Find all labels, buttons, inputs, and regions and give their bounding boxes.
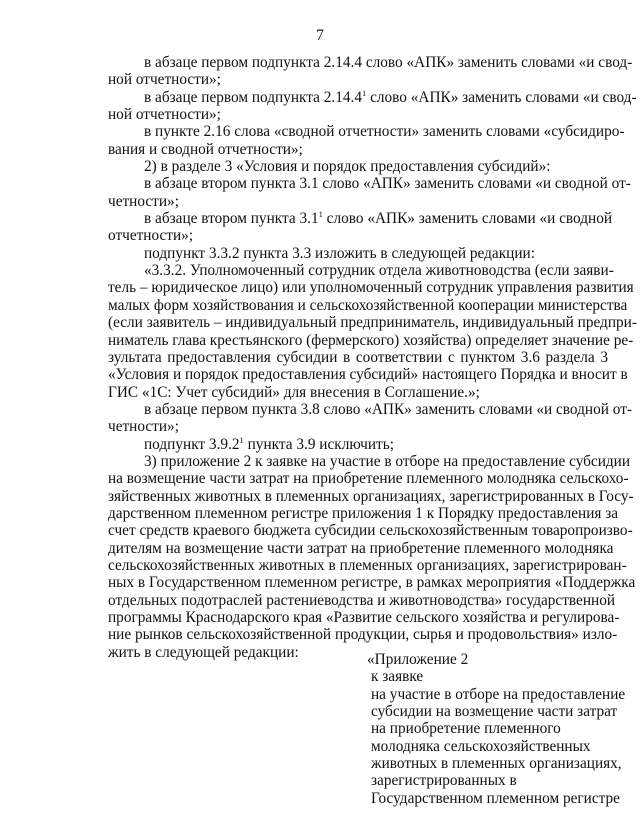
text-line-content: на возмещение части затрат на приобретение племенного молодняка сельскохо- (108, 470, 629, 488)
text-line (108, 436, 608, 453)
text-line (108, 123, 625, 141)
text-line (108, 54, 633, 71)
text-line (108, 175, 631, 193)
text-line-content: жить в следующей редакции: (108, 643, 299, 661)
superscript: 1 (362, 87, 367, 98)
text-line-content: в абзаце первом подпункта 2.14.4 (144, 88, 363, 106)
text-line-content: зяйственных животных в племенных организациях, зарегистрированных в Госу- (108, 487, 634, 505)
text-line (108, 556, 627, 574)
appendix-line: Государственном племенном регистре (371, 789, 620, 807)
text-line-content: подпункт 3.3.2 пункта 3.3 изложить в следующей редакции: (144, 244, 535, 262)
text-line (108, 400, 632, 418)
appendix-line: к заявке (371, 668, 424, 686)
text-line (108, 193, 608, 210)
text-line-content: 3) приложение 2 к заявке на участие в отборе на предоставление субсидии (144, 452, 631, 470)
text-line (108, 245, 608, 262)
text-line-content: в абзаце втором пункта 3.1 слово «АПК» заменить словами «и сводной от- (144, 175, 631, 193)
text-line-content: (если заявитель – индивидуальный предприниматель, индивидуальный предпри- (108, 314, 637, 332)
text-line (108, 349, 608, 366)
text-line (108, 504, 619, 522)
text-line-content: отдельных подотраслей растениеводства и животноводства» государственной (108, 591, 616, 609)
text-line-content: дителям на возмещение части затрат на приобретение племенного молодняка (108, 539, 614, 557)
text-line-content: счет средств краевого бюджета субсидии сельскохозяйственным товаропроизво- (108, 522, 633, 540)
text-line-content: ниматель глава крестьянского (фермерского) хозяйства) определяет значение ре- (108, 331, 634, 349)
text-line-content: программы Краснодарского края «Развитие сельского хозяйства и регулирова- (108, 609, 620, 626)
text-line-content: 2) в разделе 3 «Условия и порядок предоставления субсидий»: (144, 158, 551, 176)
text-line (108, 539, 614, 557)
text-line-content: ние рынков сельскохозяйственной продукции, сырья и продовольствия» изло- (108, 626, 618, 644)
text-line-content: «3.3.2. Уполномоченный сотрудник отдела животноводства (если заяви- (144, 262, 614, 280)
text-line-content: ГИС «1С: Учет субсидий» для внесения в Соглашение.»; (108, 383, 480, 401)
text-line-content: сельскохозяйственных животных в племенных организациях, зарегистрирован- (108, 556, 627, 574)
text-line (108, 209, 613, 228)
text-line (108, 366, 628, 384)
text-line-content: отчетности»; (108, 227, 194, 245)
text-line-content: тель – юридическое лицо) или уполномоченный сотрудник управления развития (108, 279, 634, 297)
text-line-content: ной отчетности»; (108, 106, 221, 124)
text-line (108, 626, 618, 644)
text-line-content: дарственном племенном регистре приложения 1 к Порядку предоставления за (108, 504, 619, 522)
text-line (108, 262, 614, 280)
text-line (108, 314, 637, 332)
superscript: 1 (318, 209, 323, 220)
text-line-content: «Условия и порядок предоставления субсидий» настоящего Порядка и вносит в (108, 366, 628, 384)
text-line-continuation: слово «АПК» заменить словами «и сводной (322, 210, 613, 228)
superscript: 1 (239, 434, 244, 445)
appendix-line: зарегистрированных в (371, 772, 517, 790)
text-line (108, 158, 608, 175)
text-line (108, 609, 620, 626)
text-line (108, 470, 629, 488)
text-line-content: ной отчетности»; (108, 71, 221, 89)
text-line (108, 487, 634, 505)
text-line (108, 227, 608, 244)
text-line (108, 452, 631, 470)
page-number: 7 (316, 27, 324, 44)
text-line (108, 331, 634, 349)
appendix-line: «Приложение 2 (367, 651, 469, 668)
text-line-content: в абзаце первом подпункта 2.14.4 слово «АПК» заменить словами «и свод- (144, 54, 633, 71)
text-line (108, 71, 608, 88)
text-line-continuation: пункта 3.9 исключить; (243, 435, 394, 453)
text-line-content: в абзаце первом пункта 3.8 слово «АПК» заменить словами «и сводной от- (144, 400, 632, 418)
text-line-content: ных в Государственном племенном регистре, в рамках мероприятия «Поддержка (108, 574, 636, 592)
appendix-line: на участие в отборе на предоставление (371, 685, 626, 703)
text-line-content: зультата предоставления субсидии в соответствии с пунктом 3.6 раздела 3 (108, 348, 608, 366)
text-line (108, 141, 608, 158)
text-line-content: подпункт 3.9.2 (144, 435, 240, 453)
appendix-header (367, 651, 626, 807)
body-text (108, 54, 637, 661)
text-line-continuation: слово «АПК» заменить словами «и свод- (366, 88, 637, 106)
text-line (108, 384, 608, 401)
text-line-content: вания и сводной отчетности»; (108, 140, 303, 158)
appendix-line: субсидии на возмещение части затрат (371, 703, 618, 721)
text-line (108, 418, 608, 435)
appendix-line: на приобретение племенного (371, 720, 561, 738)
text-line (108, 279, 634, 297)
appendix-line: животных в племенных организациях, (371, 755, 622, 773)
text-line (108, 591, 616, 609)
text-line (108, 106, 608, 123)
text-line (108, 574, 636, 592)
text-line-content: четности»; (108, 418, 179, 436)
text-line-content: в абзаце втором пункта 3.1 (144, 210, 319, 228)
text-line (108, 296, 628, 314)
text-line-content: в пункте 2.16 слова «сводной отчетности» заменить словами «субсидиро- (144, 123, 625, 141)
text-line-content: малых форм хозяйствования и сельскохозяйственной кооперации министерства (108, 296, 628, 314)
text-line (108, 87, 637, 106)
text-line (108, 522, 633, 540)
text-line-content: четности»; (108, 192, 179, 210)
appendix-line: молодняка сельскохозяйственных (371, 737, 591, 755)
